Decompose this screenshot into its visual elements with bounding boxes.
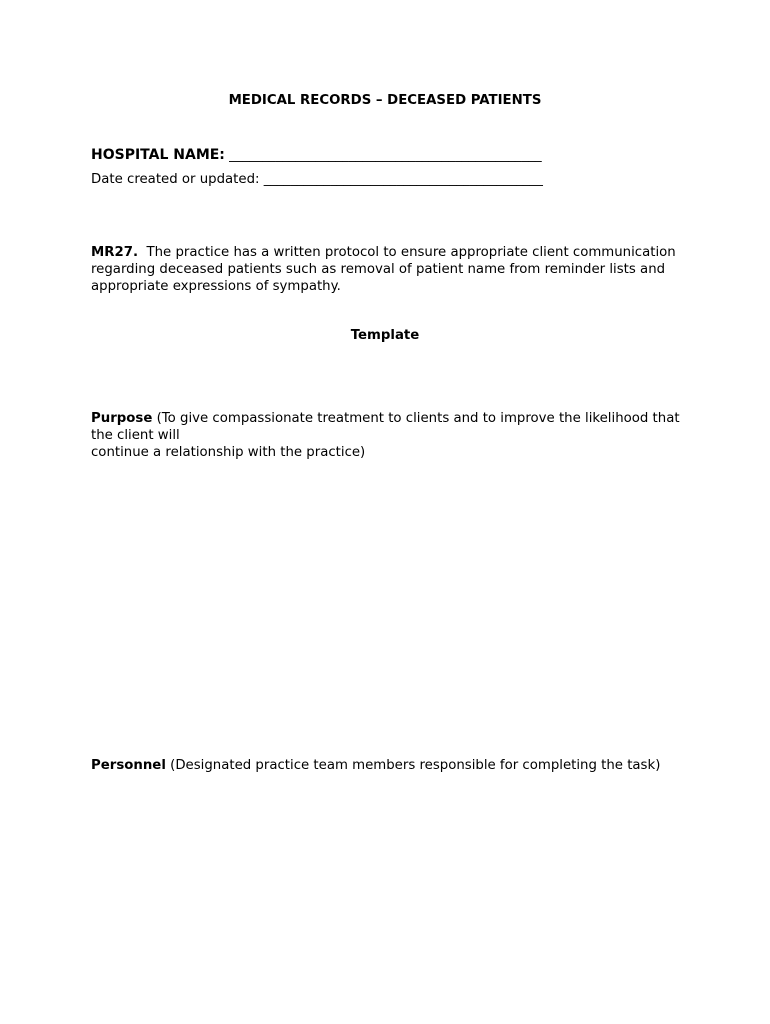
purpose-label: Purpose: [91, 411, 153, 426]
date-label: Date created or updated:: [91, 172, 260, 187]
hospital-name-line: [91, 147, 542, 163]
personnel-paragraph: [91, 757, 691, 774]
date-line: [91, 172, 543, 187]
hospital-name-label: HOSPITAL NAME:: [91, 147, 225, 163]
mr27-code: MR27.: [91, 245, 139, 260]
mr27-paragraph: [91, 244, 691, 295]
page-title: MEDICAL RECORDS – DECEASED PATIENTS: [228, 93, 542, 108]
personnel-text: (Designated practice team members responsible for completing the task): [170, 758, 661, 773]
date-blank: __________________________________________: [263, 172, 543, 187]
hospital-name-blank: _______________________________________________: [229, 148, 542, 163]
purpose-text-line2: continue a relationship with the practice): [91, 445, 366, 460]
template-heading: Template: [350, 328, 420, 343]
purpose-paragraph: [91, 410, 691, 461]
purpose-text-line1: (To give compassionate treatment to clients and to improve the likelihood that the client will: [91, 411, 680, 443]
mr27-text: The practice has a written protocol to ensure appropriate client communication regarding deceased patients such as removal of patient name from reminder lists and appropriate expressions of sympathy.: [91, 245, 676, 294]
personnel-label: Personnel: [91, 758, 166, 773]
